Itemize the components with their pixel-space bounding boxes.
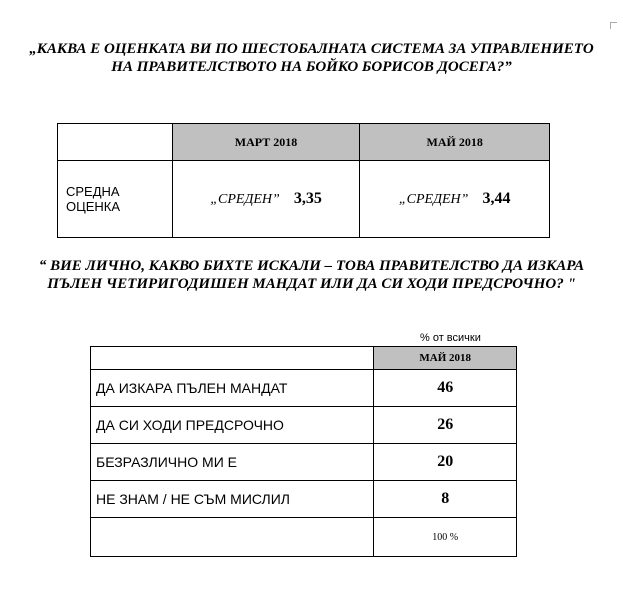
grade-may: „СРЕДЕН” bbox=[398, 192, 469, 207]
table1-value-may bbox=[360, 161, 550, 238]
row-label: ДА ИЗКАРА ПЪЛЕН МАНДАТ bbox=[91, 370, 374, 407]
grade-march: „СРЕДЕН” bbox=[210, 192, 280, 207]
row-label: ДА СИ ХОДИ ПРЕДСРОЧНО bbox=[91, 407, 374, 444]
table1-header-march: МАРТ 2018 bbox=[172, 124, 360, 161]
table-row bbox=[91, 370, 517, 407]
question-2-heading bbox=[0, 257, 623, 293]
score-march: 3,35 bbox=[293, 190, 322, 207]
table1-row-label bbox=[58, 161, 173, 238]
table-row bbox=[91, 481, 517, 518]
question-2-line-2: ПЪЛЕН ЧЕТИРИГОДИШЕН МАНДАТ ИЛИ ДА СИ ХОДИ ПРЕДСРОЧНО? " bbox=[47, 276, 576, 292]
question-1-line-1: „КАКВА Е ОЦЕНКАТА ВИ ПО ШЕСТОБАЛНАТА СИСТЕМА ЗА УПРАВЛЕНИЕТО bbox=[29, 41, 594, 57]
question-1-heading bbox=[0, 40, 623, 76]
table2-corner-cell bbox=[91, 347, 374, 370]
row-value: 8 bbox=[374, 481, 517, 518]
table-row-total bbox=[91, 518, 517, 557]
table1-value-march bbox=[172, 161, 360, 238]
row-label: НЕ ЗНАМ / НЕ СЪМ МИСЛИЛ bbox=[91, 481, 374, 518]
table-row bbox=[91, 444, 517, 481]
table1-corner-cell bbox=[58, 124, 173, 161]
table-row bbox=[91, 407, 517, 444]
row-value: 20 bbox=[374, 444, 517, 481]
total-label-cell bbox=[91, 518, 374, 557]
row-value: 46 bbox=[374, 370, 517, 407]
row-label-line-1: СРЕДНА bbox=[66, 184, 120, 199]
total-value: 100 % bbox=[374, 518, 517, 557]
table1-header-may: МАЙ 2018 bbox=[360, 124, 550, 161]
mandate-opinion-table bbox=[90, 346, 517, 557]
question-1-line-2: НА ПРАВИТЕЛСТВОТО НА БОЙКО БОРИСОВ ДОСЕГА?” bbox=[111, 59, 512, 75]
question-2-line-1: “ ВИЕ ЛИЧНО, КАКВО БИХТЕ ИСКАЛИ – ТОВА ПРАВИТЕЛСТВО ДА ИЗКАРА bbox=[38, 258, 585, 274]
page-corner-mark bbox=[610, 22, 617, 29]
unit-note: % от всички bbox=[420, 332, 481, 344]
row-value: 26 bbox=[374, 407, 517, 444]
score-may: 3,44 bbox=[482, 190, 511, 207]
row-label: БЕЗРАЗЛИЧНО МИ Е bbox=[91, 444, 374, 481]
average-score-table bbox=[57, 123, 550, 238]
table2-header-may: МАЙ 2018 bbox=[374, 347, 517, 370]
row-label-line-2: ОЦЕНКА bbox=[66, 199, 121, 214]
